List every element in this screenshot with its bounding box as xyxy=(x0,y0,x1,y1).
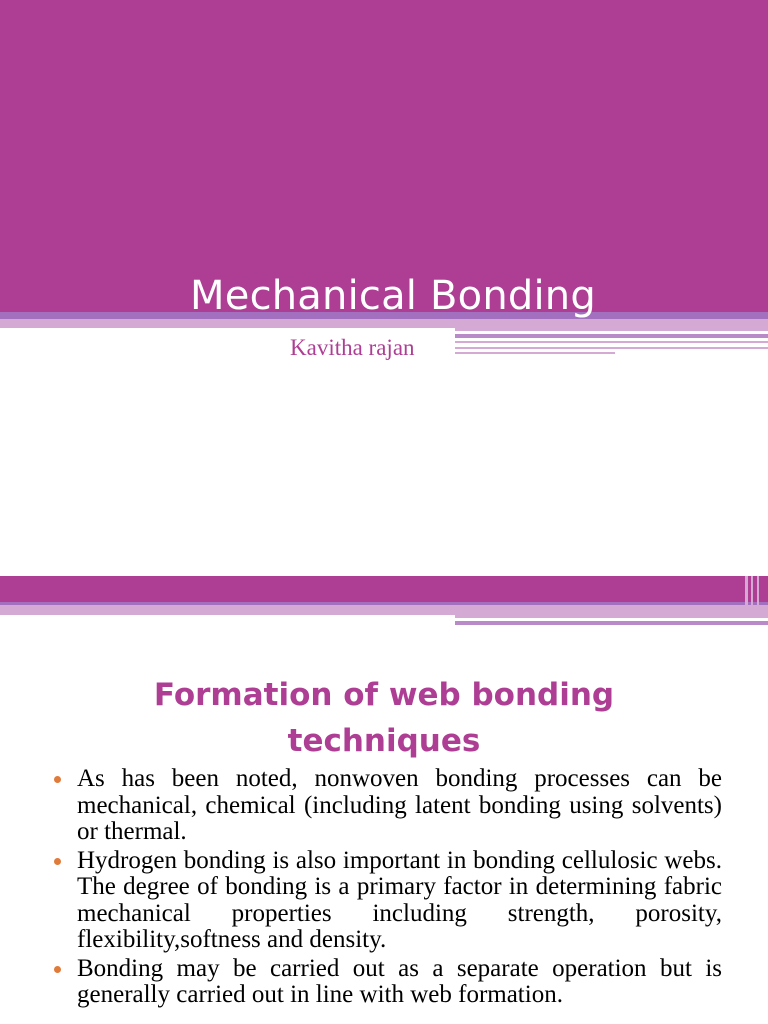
bullet-list xyxy=(53,766,722,1011)
decorative-stripe xyxy=(455,352,615,354)
decorative-stripe xyxy=(0,605,768,615)
bullet-dot-icon xyxy=(54,858,61,865)
list-item-text: As has been noted, nonwoven bonding processes can be mechanical, chemical (including latent bonding using solvents) or thermal. xyxy=(77,765,722,845)
decorative-stripe xyxy=(455,621,768,625)
decorative-stripe xyxy=(455,615,768,618)
title-banner xyxy=(0,0,768,312)
decorative-stripe xyxy=(455,328,768,331)
content-slide xyxy=(0,576,768,1024)
decorative-stripe xyxy=(455,334,768,338)
bullet-dot-icon xyxy=(54,776,61,783)
slide-title-line: techniques xyxy=(287,723,481,759)
slide-title xyxy=(0,672,768,764)
list-item-text: Hydrogen bonding is also important in bonding cellulosic webs. The degree of bonding is a primary factor in determining fabric mechanical properties including strength, porosity, flexibility,softness and density. xyxy=(77,846,722,953)
list-item xyxy=(53,956,722,1009)
bullet-dot-icon xyxy=(54,966,61,973)
decorative-stripe xyxy=(757,576,759,606)
slide-subtitle: Kavitha rajan xyxy=(290,335,415,360)
decorative-stripe xyxy=(751,576,753,606)
list-item xyxy=(53,848,722,954)
list-item-text: Bonding may be carried out as a separate operation but is generally carried out in line with web formation. xyxy=(77,954,722,1008)
list-item xyxy=(53,766,722,846)
decorative-stripe xyxy=(745,576,748,606)
header-band xyxy=(0,576,768,602)
slide-title-line: Formation of web bonding xyxy=(153,677,615,713)
decorative-stripe xyxy=(455,341,768,343)
slide-title: Mechanical Bonding xyxy=(190,273,596,319)
decorative-stripe xyxy=(455,347,768,349)
